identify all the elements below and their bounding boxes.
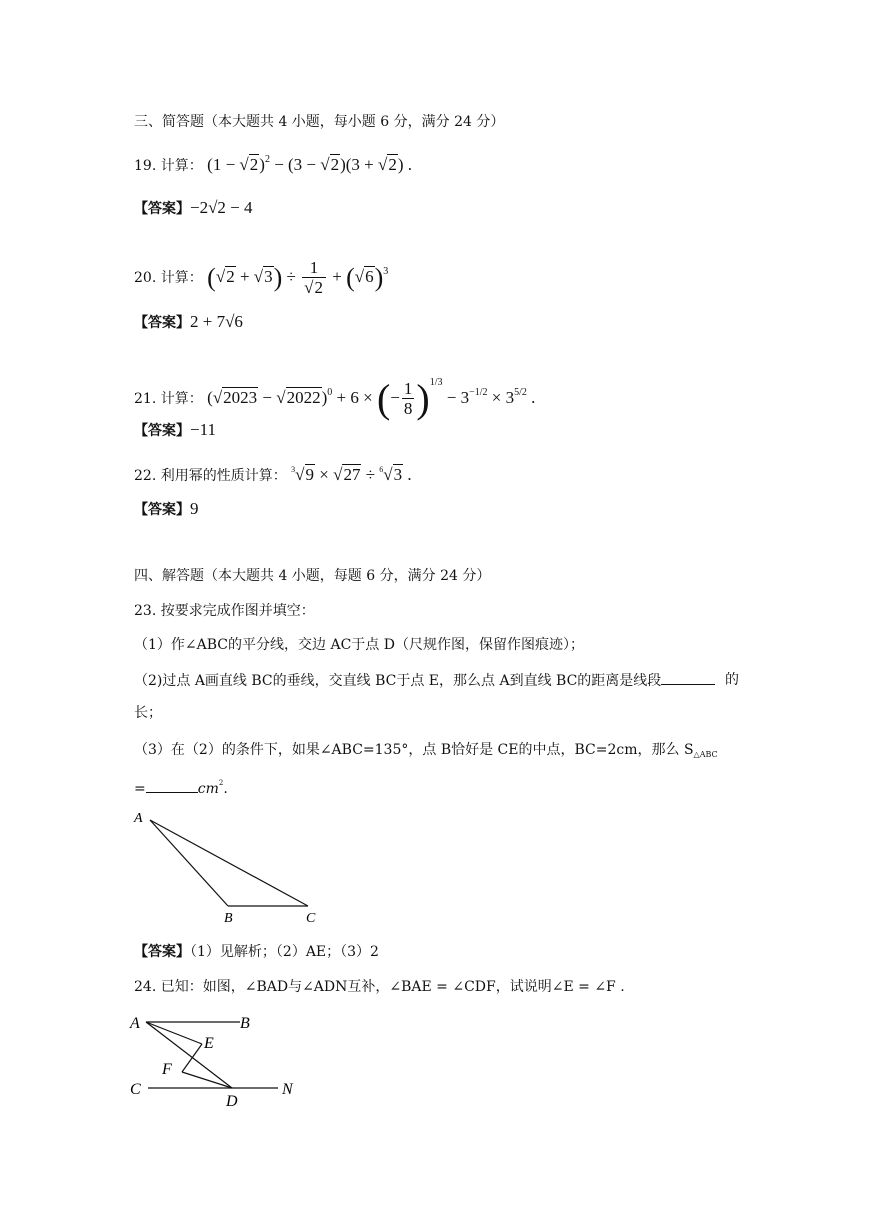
question-23-part3-unit-exp: 2 (218, 779, 224, 787)
point-label-c: C (130, 1081, 141, 1098)
point-label-d: D (226, 1093, 238, 1108)
answer-blank-2[interactable] (146, 778, 198, 793)
answer-19 (134, 198, 253, 219)
question-23-number: 23. (134, 603, 157, 619)
question-23-part2-text: （2)过点 A画直线 BC的垂线，交直线 BC于点 E，那么点 A到直线 BC的距离是线段 (134, 673, 662, 689)
section4-title: 四、解答题（本大题共 4 小题，每题 6 分，满分 24 分） (134, 568, 491, 584)
point-label-b: B (224, 911, 233, 926)
answer-21-tag: 【答案】 (134, 423, 190, 439)
question-22 (134, 460, 412, 486)
point-label-a: A (134, 811, 143, 826)
segment-ac (150, 820, 308, 906)
answer-20 (134, 312, 243, 333)
point-label-f: F (162, 1061, 172, 1078)
question-21 (134, 358, 536, 422)
point-label-c: C (306, 911, 316, 926)
answer-21 (134, 420, 216, 441)
question-21-number: 21. (134, 391, 157, 407)
answer-22-tag: 【答案】 (134, 502, 190, 518)
question-19-label: 计算： (160, 158, 203, 174)
question-20-expression: (√2 + √3) ÷ $\frac{1}{√2}$ + $(√6)^3$ (207, 257, 389, 297)
question-23-intro-text: 按要求完成作图并填空： (160, 603, 315, 619)
point-label-b: B (240, 1015, 250, 1032)
question-23-part3-cont (134, 773, 228, 799)
question-20-label: 计算： (160, 270, 203, 286)
segment-ef (182, 1044, 202, 1072)
question-21-label: 计算： (160, 391, 203, 407)
section3-title: 三、简答题（本大题共 4 小题，每小题 6 分，满分 24 分） (134, 114, 505, 130)
question-24-figure (128, 1008, 308, 1108)
answer-20-value: 2 + 7√6 (190, 312, 243, 331)
segment-ad (146, 1022, 232, 1088)
question-23-part3-text: （3）在（2）的条件下，如果∠ABC=135°，点 B恰好是 CE的中点，BC=2cm，那么 S (134, 742, 694, 758)
answer-blank-1[interactable] (661, 670, 715, 685)
question-23-part2-suffix: 的 (725, 672, 739, 688)
answer-22 (134, 499, 199, 520)
question-23-part3-sub: △ABC (693, 750, 718, 759)
segment-ab (150, 820, 228, 906)
question-22-expression: $^3$√9 × √27 ÷ $^6$√3 . (291, 465, 412, 484)
answer-23 (134, 942, 379, 962)
answer-23-value: （1）见解析；（2）AE；（3）2 (190, 944, 379, 960)
answer-23-tag: 【答案】 (134, 944, 190, 960)
question-23-part3-unit: cm (197, 781, 219, 797)
segment-fd (182, 1072, 232, 1088)
point-label-a: A (130, 1015, 140, 1032)
question-23-intro (134, 601, 315, 621)
question-24 (134, 977, 625, 997)
point-label-n: N (282, 1081, 293, 1098)
answer-21-value: −11 (190, 420, 216, 439)
question-23-part3-period: . (223, 781, 228, 797)
question-19-number: 19. (134, 158, 157, 174)
question-23-part1: （1）作∠ABC的平分线，交边 AC于点 D（尺规作图，保留作图痕迹）； (134, 637, 584, 653)
question-19 (134, 150, 412, 176)
question-23-part3 (134, 740, 718, 765)
question-24-number: 24. (134, 979, 157, 995)
question-20 (134, 252, 389, 297)
answer-22-value: 9 (190, 499, 199, 518)
question-23-part3-equals: = (134, 781, 146, 797)
point-label-e: E (204, 1035, 214, 1052)
question-23-part2 (134, 670, 739, 691)
answer-19-tag: 【答案】 (134, 201, 190, 217)
question-20-number: 20. (134, 270, 157, 286)
question-21-expression: $(√2023 - √2022)^0 + 6$ × (− $\frac{1}{8}$ )$^{1/3} - 3^{-1/2} \times 3^{5/2}$ . (207, 376, 536, 422)
question-19-expression: $(1 - √2)^2 - (3 - √2)(3 + √2)$ . (207, 154, 413, 174)
question-23-part2-cont: 长； (134, 705, 162, 721)
segment-ae (146, 1022, 202, 1044)
question-22-number: 22. (134, 468, 157, 484)
question-24-text: 已知：如图，∠BAD与∠ADN互补，∠BAE = ∠CDF，试说明∠E = ∠F . (160, 979, 625, 995)
question-22-label: 利用幂的性质计算： (160, 468, 287, 484)
answer-19-value: −2√2 − 4 (190, 198, 253, 217)
answer-20-tag: 【答案】 (134, 315, 190, 331)
question-23-figure (128, 806, 328, 926)
